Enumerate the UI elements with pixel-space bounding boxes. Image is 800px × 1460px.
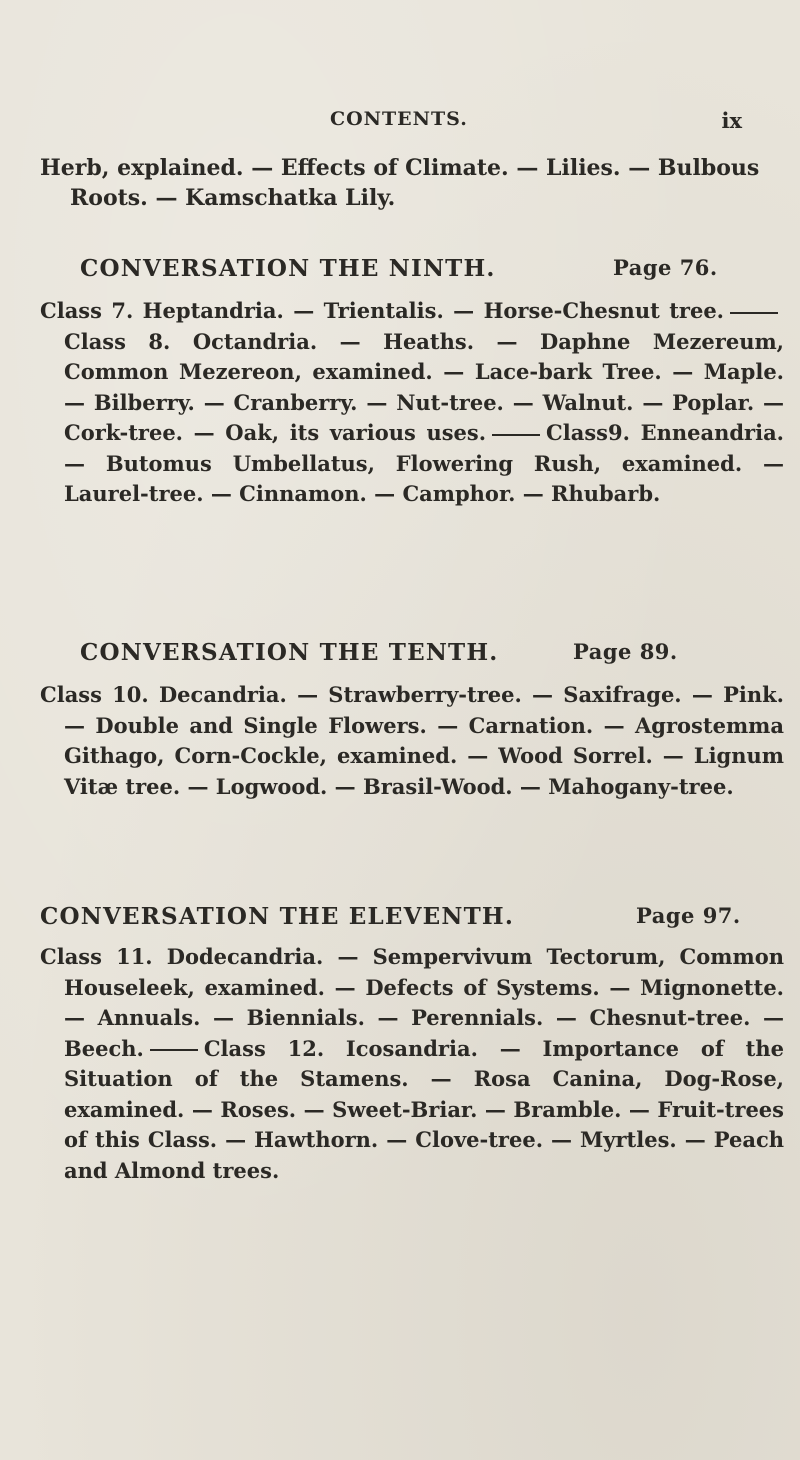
class-7-text: Class 7. Heptandria. — Trientalis. — Horse-Chesnut tree. <box>40 298 724 323</box>
running-title: CONTENTS. <box>330 108 468 130</box>
conversation-title: CONVERSATION THE TENTH. <box>80 639 499 666</box>
class-10-text: Class 10. Decandria. — Strawberry-tree. — Saxifrage. — Pink. — Double and Single Flowers. — Carnation. — Agrostemma Githago, Corn-Cockle, examined. — Wood Sorrel. — Lignum Vitæ tree. — Logwood. — Brasil-Wood. — Mahogany-tree. <box>40 682 784 799</box>
conversation-ninth-entry <box>40 296 784 510</box>
conversation-title: CONVERSATION THE ELEVENTH. <box>40 903 515 930</box>
page-number: ix <box>721 108 742 133</box>
divider-rule <box>150 1049 198 1051</box>
class-11-text: Class 11. Dodecandria. — Sempervivum Tectorum, Common Houseleek, examined. — Defects of Systems. — Mignonette. — Annuals. — Biennials. — Perennials. — Chesnut-tree. — Beech. <box>40 944 784 1061</box>
class-12-text: Class 12. Icosandria. — Importance of the Situation of the Stamens. — Rosa Canina, Dog-Rose, examined. — Roses. — Sweet-Briar. — Bramble. — Fruit-trees of this Class. — Hawthorn. — Clove-tree. — Myrtles. — Peach and Almond trees. <box>64 1035 784 1183</box>
divider-rule <box>730 312 778 314</box>
intro-entry: Herb, explained. — Effects of Climate. — Lilies. — Bulbous Roots. — Kamschatka Lily. <box>40 155 760 211</box>
conversation-tenth-entry <box>40 680 784 802</box>
conversation-page-ref: Page 97. <box>636 903 741 928</box>
conversation-page-ref: Page 89. <box>573 639 678 664</box>
divider-rule <box>492 434 540 436</box>
conversation-title: CONVERSATION THE NINTH. <box>80 255 496 282</box>
running-head <box>0 108 800 138</box>
conversation-page-ref: Page 76. <box>613 255 718 280</box>
conversation-eleventh-entry <box>40 942 784 1186</box>
class-9-text: Class9. Enneandria. — Butomus Umbellatus, Flowering Rush, examined. — Laurel-tree. — Cinnamon. — Camphor. — Rhubarb. <box>64 420 784 506</box>
class-8-text: Class 8. Octandria. — Heaths. — Daphne Mezereum, Common Mezereon, examined. — Lace-bark Tree. — Maple. — Bilberry. — Cranberry. — Nut-tree. — Walnut. — Poplar. — Cork-tree. — Oak, its various uses. <box>64 328 784 445</box>
